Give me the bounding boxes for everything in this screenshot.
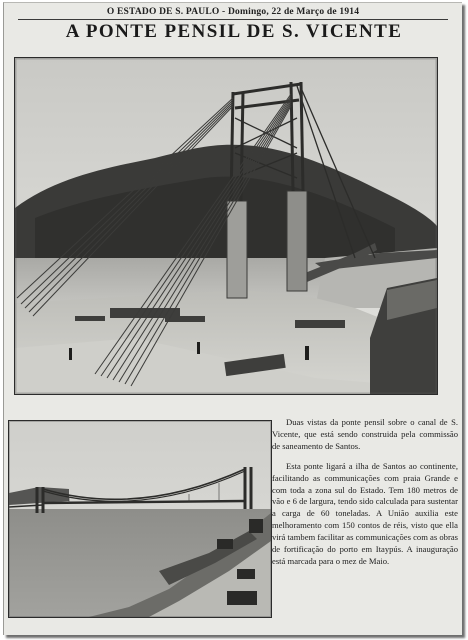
caption-intro: Duas vistas da ponte pensil sobre o canal de S. Vicente, que está sendo construida pela commissão de saneamento de Santos. — [272, 417, 458, 451]
caption-body: Esta ponte ligará a ilha de Santos ao continente, facilitando as communicações com praia Grande e com toda a zona sul do Estado. Tem 180 metros de vão e 6 de largura, tendo sido calculada para sustentar a carga de 60 toneladas. A União auxilia este melhoramento com 150 contos de réis, visto que ella virá tambem facilitar as communicações com as obras de fortificação do porto em Itaypús. A inauguração está marcada para o mez de Maio. — [272, 460, 458, 566]
bridge-distant-image — [9, 421, 271, 617]
caption — [272, 417, 458, 568]
headline: A PONTE PENSIL DE S. VICENTE — [65, 21, 403, 42]
masthead: O ESTADO DE S. PAULO - Domingo, 22 de Março de 1914 — [106, 7, 360, 17]
newspaper-page — [3, 2, 462, 635]
photo-bridge-construction — [14, 57, 438, 395]
bridge-construction-image — [15, 58, 437, 394]
masthead-rule — [18, 19, 448, 20]
photo-bridge-distant — [8, 420, 272, 618]
